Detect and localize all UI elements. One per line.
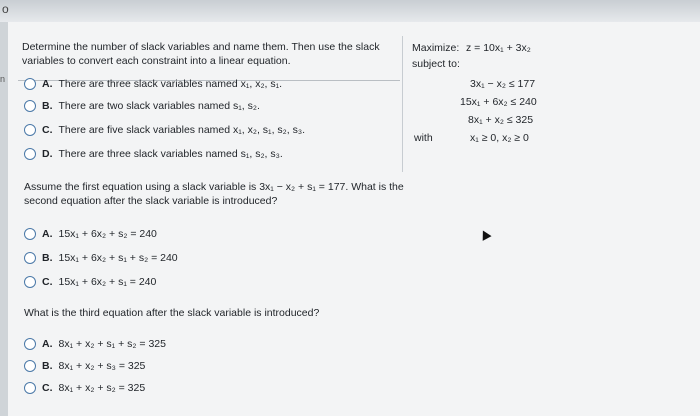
option1-c[interactable] [24, 124, 305, 136]
option-text: There are three slack variables named x₁, x₂, s₁. [58, 78, 283, 90]
option-text: There are five slack variables named x₁, x₂, s₁, s₂, s₃. [58, 124, 306, 136]
option-letter: B. [42, 100, 53, 112]
constraint-1: 3x₁ − x₂ ≤ 177 [470, 78, 536, 90]
objective: z = 10x₁ + 3x₂ [466, 42, 531, 54]
question3-text: What is the third equation after the slack variable is introduced? [24, 307, 320, 319]
radio-button[interactable] [24, 360, 36, 372]
option-text: There are two slack variables named s₁, s₂. [58, 100, 260, 112]
option3-c[interactable] [24, 382, 145, 394]
option-text: 8x₁ + x₂ + s₃ = 325 [58, 360, 146, 372]
option-text: 15x₁ + 6x₂ + s₁ + s₂ = 240 [58, 252, 178, 264]
constraint-3: 8x₁ + x₂ ≤ 325 [468, 114, 534, 126]
nonnegativity: x₁ ≥ 0, x₂ ≥ 0 [470, 132, 529, 144]
question-page [8, 22, 700, 416]
radio-button[interactable] [24, 148, 36, 160]
option1-d[interactable] [24, 148, 283, 160]
option-text: 8x₁ + x₂ + s₂ = 325 [58, 382, 146, 394]
maximize-label: Maximize: [412, 42, 460, 54]
option-text: 15x₁ + 6x₂ + s₂ = 240 [58, 228, 157, 240]
corner-mark-icon: o [2, 2, 9, 16]
option-letter: C. [42, 276, 53, 288]
browser-top-bar [0, 0, 700, 22]
left-edge [0, 22, 8, 416]
radio-button[interactable] [24, 228, 36, 240]
option-letter: D. [42, 148, 53, 160]
option-letter: C. [42, 382, 53, 394]
option2-a[interactable] [24, 228, 157, 240]
option1-b[interactable] [24, 100, 260, 112]
option-letter: A. [42, 78, 53, 90]
question2-text: Assume the first equation using a slack variable is 3x₁ − x₂ + s₁ = 177. What is the second equation after the slack variable is introduced? [24, 181, 404, 207]
question1-text: Determine the number of slack variables and name them. Then use the slack variables to convert each constraint into a linear equation. [22, 41, 380, 67]
option3-b[interactable] [24, 360, 145, 372]
option-text: 8x₁ + x₂ + s₁ + s₂ = 325 [58, 338, 166, 350]
constraint-2: 15x₁ + 6x₂ ≤ 240 [460, 96, 537, 108]
radio-button[interactable] [24, 78, 36, 90]
option-letter: A. [42, 228, 53, 240]
vertical-divider [402, 36, 403, 172]
question1-box [18, 34, 400, 81]
option-letter: A. [42, 338, 53, 350]
edge-mark-icon: n [0, 74, 6, 84]
option2-c[interactable] [24, 276, 156, 288]
with-label: with [414, 132, 433, 144]
radio-button[interactable] [24, 124, 36, 136]
option-letter: B. [42, 360, 53, 372]
option3-a[interactable] [24, 338, 166, 350]
subject-label: subject to: [412, 58, 460, 70]
radio-button[interactable] [24, 100, 36, 112]
option-letter: B. [42, 252, 53, 264]
option1-a[interactable] [24, 78, 282, 90]
radio-button[interactable] [24, 338, 36, 350]
option-text: There are three slack variables named s₁, s₂, s₃. [58, 148, 283, 160]
radio-button[interactable] [24, 382, 36, 394]
mouse-cursor-icon [478, 228, 491, 241]
option-letter: C. [42, 124, 53, 136]
option-text: 15x₁ + 6x₂ + s₁ = 240 [58, 276, 157, 288]
option2-b[interactable] [24, 252, 178, 264]
radio-button[interactable] [24, 276, 36, 288]
radio-button[interactable] [24, 252, 36, 264]
